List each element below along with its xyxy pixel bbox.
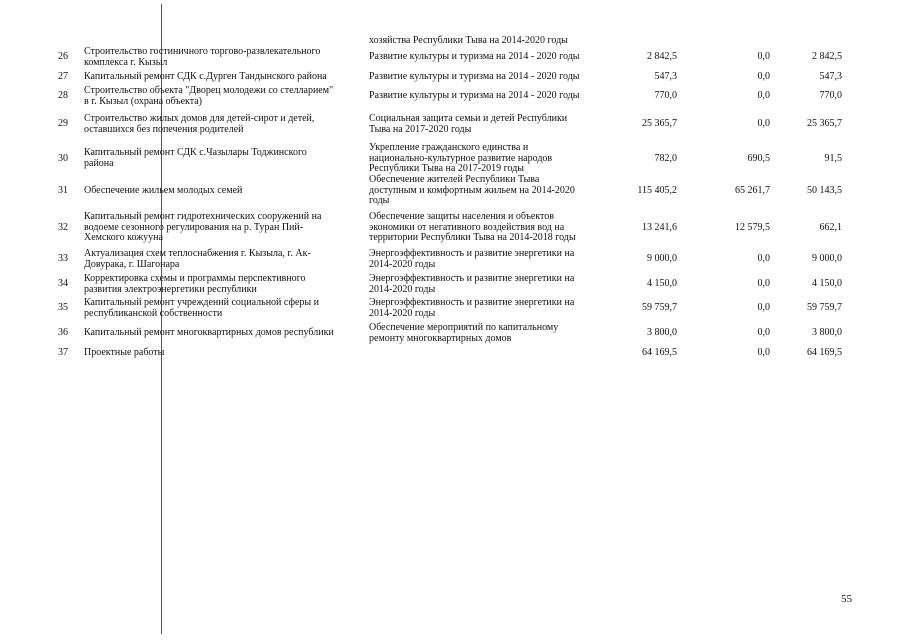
program-name-line: Энергоэффективность и развитие энергетики на (369, 297, 575, 308)
amount-total: 770,0 (654, 90, 677, 102)
amount-column-2: 0,0 (757, 118, 770, 130)
amount-column-2: 65 261,7 (735, 184, 770, 196)
program-name-line: 2014-2020 годы (369, 283, 436, 295)
amount-column-2: 12 579,5 (735, 221, 770, 233)
program-name (369, 114, 619, 135)
measure-name (84, 274, 359, 295)
amount-total: 547,3 (654, 71, 677, 82)
measure-name (84, 86, 359, 107)
program-name-line: Энергоэффективность и развитие энергетики на (369, 273, 575, 284)
measure-name (84, 249, 359, 270)
measure-name (84, 114, 359, 135)
amount-column-2: 0,0 (757, 327, 770, 339)
amount-column-3: 9 000,0 (812, 253, 842, 265)
amount-column-3: 770,0 (819, 90, 842, 102)
amount-column-2: 0,0 (757, 51, 770, 63)
measure-name (84, 72, 359, 83)
program-name-line: Социальная защита семьи и детей Республики (369, 113, 568, 124)
measure-name-line: водоеме сезонного регулирования на р. Туран Пий- (84, 221, 304, 233)
amount-total: 9 000,0 (647, 253, 677, 265)
program-name-line: Обеспечение защиты населения и объектов (369, 211, 554, 222)
program-name-line: Обеспечение жителей Республики Тыва (369, 174, 540, 185)
program-name-line: Развитие культуры и туризма на 2014 - 2020 годы (369, 90, 580, 102)
measure-name-line: Капитальный ремонт СДК с.Дурген Тандынского района (84, 71, 327, 82)
amount-total: 59 759,7 (642, 302, 677, 314)
amount-column-2: 0,0 (757, 302, 770, 314)
measure-name (84, 328, 359, 339)
measure-name (84, 298, 359, 319)
program-name-line: Республики Тыва на 2017-2019 годы (369, 163, 525, 174)
program-name (369, 52, 619, 63)
amount-column-3: 59 759,7 (807, 302, 842, 314)
program-name-line: Обеспечение мероприятий по капитальному (369, 322, 559, 333)
amount-column-3: 91,5 (824, 152, 842, 164)
amount-column-2: 0,0 (757, 278, 770, 290)
program-name-line: Развитие культуры и туризма на 2014 - 2020 годы (369, 71, 580, 82)
amount-column-2: 0,0 (757, 347, 770, 358)
program-name (369, 298, 619, 319)
measure-name-line: Хемского кожууна (84, 232, 163, 243)
amount-total: 25 365,7 (642, 118, 677, 130)
program-name-line: Развитие культуры и туризма на 2014 - 2020 годы (369, 51, 580, 63)
measure-name (84, 186, 359, 197)
row-number: 37 (58, 347, 68, 358)
amount-column-3: 2 842,5 (812, 51, 842, 63)
measure-name-line: комплекса г. Кызыл (84, 56, 168, 68)
row-number: 33 (58, 253, 68, 265)
amount-column-3: 4 150,0 (812, 278, 842, 290)
program-name-line: территории Республики Тыва на 2014-2018 годы (369, 232, 576, 243)
measure-name-line: Обеспечение жильем молодых семей (84, 184, 243, 196)
row-number: 30 (58, 152, 68, 164)
amount-total: 64 169,5 (642, 347, 677, 358)
amount-column-3: 662,1 (819, 221, 842, 233)
amount-column-3: 50 143,5 (807, 184, 842, 196)
measure-name-line: Корректировка схемы и программы перспективного (84, 273, 306, 284)
program-name (369, 323, 619, 344)
measure-name-line: Строительство объекта "Дворец молодежи со стелларием" (84, 85, 334, 96)
measure-name-line: развития электроэнергетики республики (84, 283, 257, 295)
measure-name (84, 47, 359, 68)
measure-name-line: Капитальный ремонт гидротехнических сооружений на (84, 211, 322, 222)
program-name-line: 2014-2020 годы (369, 307, 436, 319)
amount-column-2: 0,0 (757, 90, 770, 102)
program-name-line: национально-культурное развитие народов (369, 152, 553, 164)
program-name (369, 212, 619, 244)
program-name (369, 143, 619, 175)
measure-name-line: Капитальный ремонт СДК с.Чазылары Тоджинского (84, 147, 307, 159)
program-name-line: годы (369, 195, 390, 206)
amount-total: 4 150,0 (647, 278, 677, 290)
measure-name (84, 348, 359, 359)
program-name (369, 274, 619, 295)
row-number: 27 (58, 71, 68, 82)
amount-total: 115 405,2 (637, 184, 677, 196)
measure-name-line: Строительство гостиничного торгово-развлекательного (84, 46, 321, 57)
row-number: 36 (58, 327, 68, 339)
row-number: 28 (58, 90, 68, 102)
measure-name-line: республиканской собственности (84, 307, 223, 319)
program-name-line: Укрепление гражданского единства и (369, 142, 529, 153)
program-name-line: доступным и комфортным жильем на 2014-2020 (369, 184, 575, 196)
page-number: 55 (841, 593, 852, 605)
amount-column-3: 25 365,7 (807, 118, 842, 130)
measure-name-line: Капитальный ремонт многоквартирных домов республики (84, 327, 334, 339)
program-continuation-text: хозяйства Республики Тыва на 2014-2020 годы (369, 35, 568, 46)
measure-name-line: оставшихся без попечения родителей (84, 123, 244, 135)
program-name (369, 175, 619, 207)
amount-total: 13 241,6 (642, 221, 677, 233)
measure-name-line: района (84, 157, 114, 169)
program-name-line: экономики от негативного воздействия вод на (369, 221, 565, 233)
amount-column-2: 0,0 (757, 253, 770, 265)
amount-column-2: 690,5 (747, 152, 770, 164)
amount-column-3: 3 800,0 (812, 327, 842, 339)
amount-column-3: 64 169,5 (807, 347, 842, 358)
amount-total: 3 800,0 (647, 327, 677, 339)
program-name (369, 249, 619, 270)
amount-column-2: 0,0 (757, 71, 770, 82)
program-name (369, 91, 619, 102)
measure-name (84, 212, 359, 244)
program-name-line: 2014-2020 годы (369, 258, 436, 270)
row-number: 29 (58, 118, 68, 130)
row-number: 32 (58, 221, 68, 233)
amount-column-3: 547,3 (819, 71, 842, 82)
measure-name-line: Актуализация схем теплоснабжения г. Кызыла, г. Ак- (84, 248, 311, 259)
measure-name-line: Проектные работы (84, 347, 165, 358)
measure-name-line: Капитальный ремонт учреждений социальной сферы и (84, 297, 319, 308)
measure-name-line: Строительство жилых домов для детей-сирот и детей, (84, 113, 315, 124)
measure-name (84, 148, 359, 169)
measure-name-line: в г. Кызыл (охрана объекта) (84, 95, 202, 107)
amount-total: 782,0 (654, 152, 677, 164)
program-name-line: ремонту многоквартирных домов (369, 332, 512, 344)
row-number: 31 (58, 184, 68, 196)
row-number: 34 (58, 278, 68, 290)
program-name-line: Тыва на 2017-2020 годы (369, 123, 472, 135)
program-name-line: Энергоэффективность и развитие энергетики на (369, 248, 575, 259)
row-number: 35 (58, 302, 68, 314)
amount-total: 2 842,5 (647, 51, 677, 63)
measure-name-line: Довурака, г. Шагонара (84, 258, 180, 270)
program-name (369, 72, 619, 83)
row-number: 26 (58, 51, 68, 63)
